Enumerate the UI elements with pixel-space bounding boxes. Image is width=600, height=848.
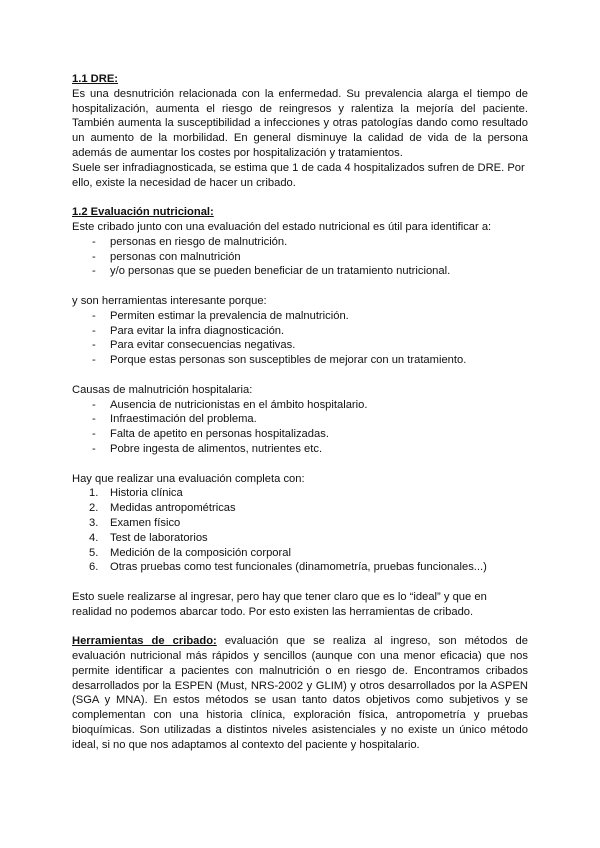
dash-marker: - — [92, 250, 96, 263]
list-item: - Pobre ingesta de alimentos, nutrientes etc. — [92, 442, 323, 455]
list-item: - Permiten estimar la prevalencia de malnutrición. — [92, 309, 349, 322]
paragraph-causes-intro: Causas de malnutrición hospitalaria: — [72, 383, 253, 396]
paragraph-tools-intro: y son herramientas interesante porque: — [72, 294, 267, 307]
list-item: 1. Historia clínica — [89, 487, 183, 500]
dash-marker: - — [92, 442, 96, 455]
number-marker: 4. — [89, 531, 99, 544]
list-item: 2. Medidas antropométricas — [89, 502, 236, 515]
list-item: - Ausencia de nutricionistas en el ámbito hospitalario. — [92, 398, 368, 411]
list-tools-reasons — [72, 309, 528, 368]
paragraph-dre-definition: Es una desnutrición relacionada con la enfermedad. Su prevalencia alarga el tiempo de hospitalización, aumenta el riesgo de reingresos y ralentiza la mejoría del paciente. También aumenta la susceptibilidad a infecciones y otras patologías dando como resultado un aumento de la morbilidad. En general disminuye la calidad de vida de la persona además de aumentar los costes por hospitalización y tratamientos. — [72, 87, 528, 159]
list-item: - Falta de apetito en personas hospitalizadas. — [92, 428, 329, 441]
list-item: 3. Examen físico — [89, 516, 181, 529]
list-item: 6. Otras pruebas como test funcionales (dinamometría, pruebas funcionales...) — [89, 561, 487, 574]
list-item: - y/o personas que se pueden beneficiar de un tratamiento nutricional. — [92, 265, 451, 278]
list-item: - Para evitar consecuencias negativas. — [92, 339, 296, 352]
dash-marker: - — [92, 398, 96, 411]
dash-marker: - — [92, 235, 96, 248]
heading-nutritional-evaluation: 1.2 Evaluación nutricional: — [72, 206, 214, 219]
screening-tools-label: Herramientas de cribado: — [72, 635, 217, 648]
document-content — [72, 72, 528, 753]
list-item: - personas con malnutrición — [92, 250, 241, 263]
list-identify — [72, 235, 528, 279]
paragraph-dre-underdiagnosis: Suele ser infradiagnosticada, se estima que 1 de cada 4 hospitalizados sufren de DRE. Por ello, existe la necesidad de hacer un cribado. — [72, 161, 525, 189]
list-item: 5. Medición de la composición corporal — [89, 546, 291, 559]
number-marker: 3. — [89, 516, 99, 529]
paragraph-eval-intro: Hay que realizar una evaluación completa con: — [72, 472, 305, 485]
paragraph-closing: Esto suele realizarse al ingresar, pero hay que tener claro que es lo “ideal” y que en realidad no podemos abarcar todo. Por esto existen las herramientas de cribado. — [72, 590, 487, 618]
dash-marker: - — [92, 265, 96, 278]
heading-dre: 1.1 DRE: — [72, 73, 119, 85]
dash-marker: - — [92, 428, 96, 441]
screening-tools-text: evaluación que se realiza al ingreso, son métodos de evaluación nutricional más rápidos y sencillos (aunque con una menor eficacia) que nos permite identificar a pacientes con malnutrición o en riesgo de. Encontramos cribados desarrollados por la ESPEN (Must, NRS-2002 y GLIM) y otros desarrollados por la ASPEN (SGA y MNA). En estos métodos se usan tanto datos objetivos como subjetivos y se complementan con una historia clínica, exploración física, antropometría y pruebas bioquímicas. Son utilizadas a distintos niveles asistenciales y no existe un único método ideal, si no que nos adaptamos al contexto del paciente y hospitalario. — [72, 635, 528, 751]
paragraph-identify-intro: Este cribado junto con una evaluación del estado nutricional es útil para identificar a: — [72, 220, 492, 233]
dash-marker: - — [92, 354, 96, 367]
list-causes — [72, 398, 528, 457]
paragraph-screening-tools — [72, 634, 528, 752]
list-item: 4. Test de laboratorios — [89, 531, 208, 544]
dash-marker: - — [92, 339, 96, 352]
dash-marker: - — [92, 324, 96, 337]
list-evaluation — [72, 486, 528, 575]
number-marker: 5. — [89, 546, 99, 559]
list-item: - personas en riesgo de malnutrición. — [92, 235, 288, 248]
list-item: - Infraestimación del problema. — [92, 413, 257, 426]
dash-marker: - — [92, 309, 96, 322]
number-marker: 6. — [89, 561, 99, 574]
dash-marker: - — [92, 413, 96, 426]
number-marker: 1. — [89, 487, 99, 500]
number-marker: 2. — [89, 502, 99, 515]
list-item: - Para evitar la infra diagnosticación. — [92, 324, 285, 337]
list-item: - Porque estas personas son susceptibles de mejorar con un tratamiento. — [92, 354, 467, 367]
